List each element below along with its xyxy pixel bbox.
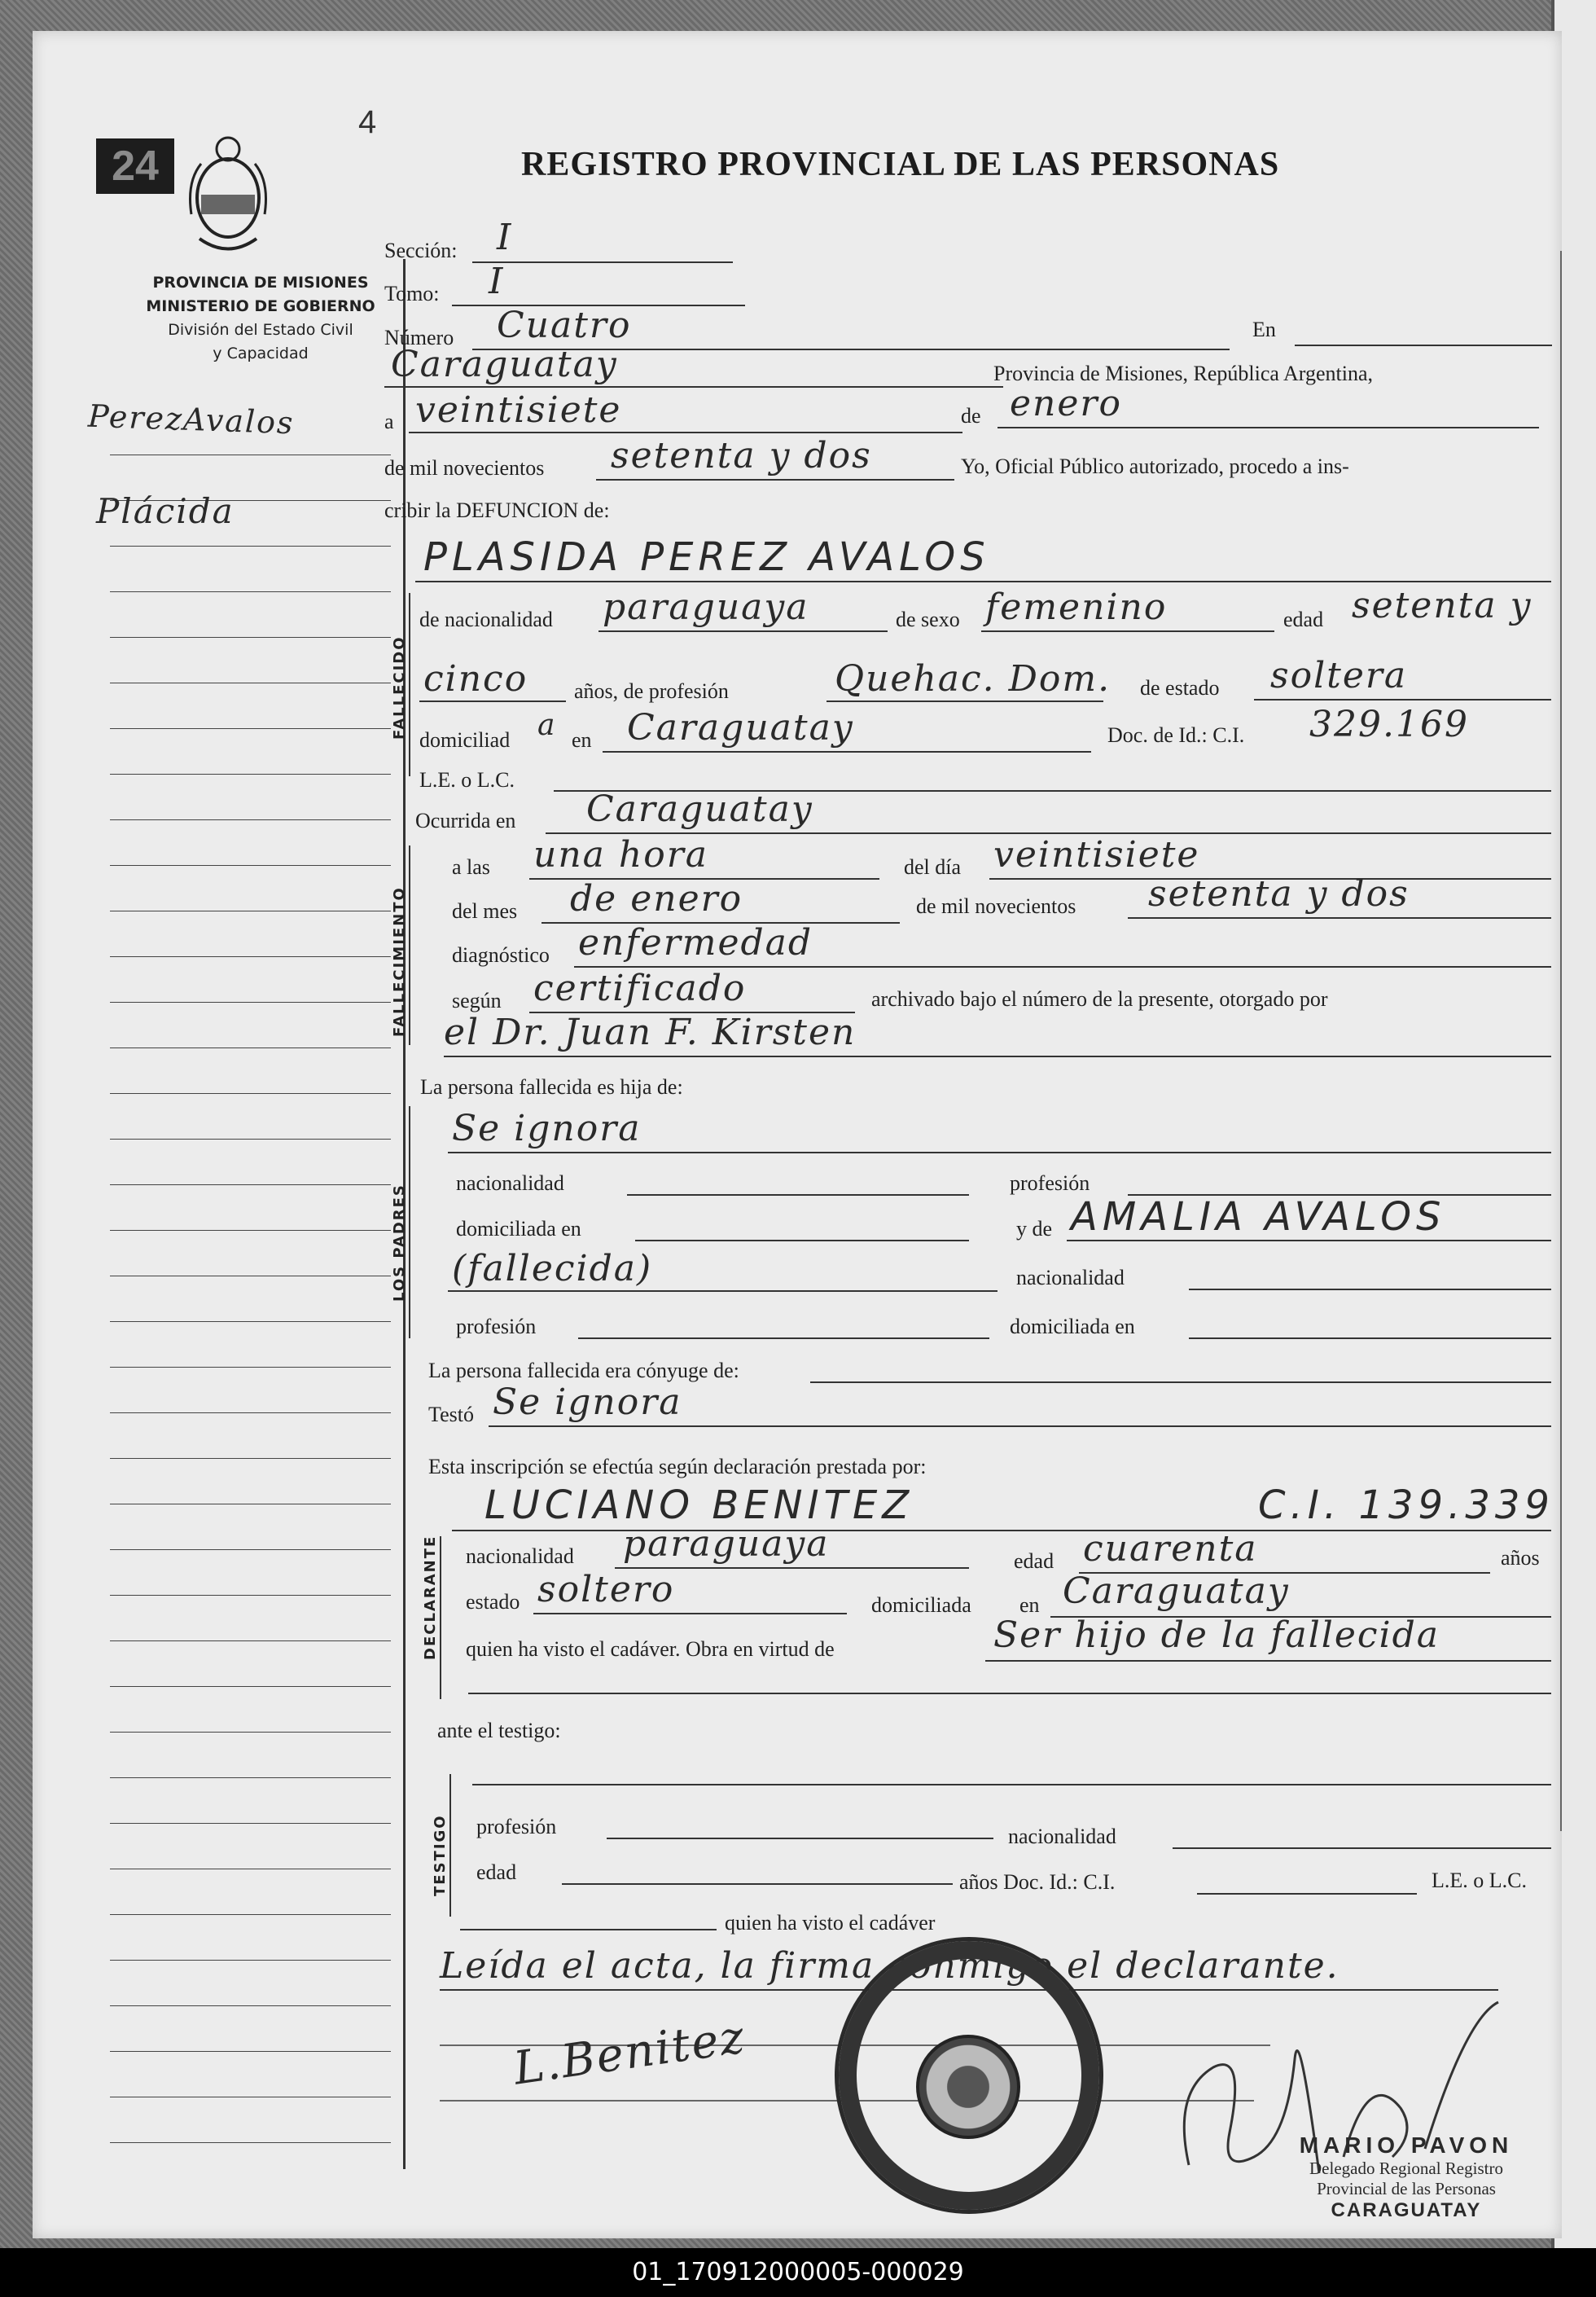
declarante-domicilio-label: domiciliada (871, 1593, 971, 1617)
delmes-label: del mes (452, 899, 518, 923)
testo-rule (489, 1425, 1551, 1427)
deldia-value: veintisiete (993, 834, 1200, 876)
margin-line (110, 1732, 391, 1733)
margin-line (110, 1321, 391, 1322)
margin-line (110, 1412, 391, 1413)
testigo-le-label: L.E. o L.C. (1432, 1869, 1527, 1892)
domicilio-value: Caraguatay (627, 707, 854, 749)
alas-label: a las (452, 855, 490, 879)
de-label: de (961, 404, 981, 428)
testigo-edad-label: edad (476, 1860, 517, 1884)
ocurrida-value: Caraguatay (586, 788, 813, 830)
lugar-value: Caraguatay (391, 344, 618, 385)
testo-value: Se ignora (493, 1381, 682, 1423)
edad2-value: cinco (423, 658, 528, 700)
stamp-line-4: CARAGUATAY (1331, 2199, 1482, 2221)
padres-bracket (409, 1106, 410, 1338)
a-label: a (384, 410, 394, 433)
tomo-value: I (489, 261, 505, 302)
padre-domicilio-rule (635, 1240, 969, 1241)
hora-value: una hora (533, 834, 708, 876)
ante-testigo-label: ante el testigo: (437, 1719, 561, 1742)
declarante-edad-label: edad (1014, 1549, 1054, 1573)
provincia-label: Provincia de Misiones, República Argentina, (993, 362, 1373, 385)
testigo-anios-label: años Doc. Id.: C.I. (959, 1870, 1116, 1894)
margin-line (110, 546, 391, 547)
margin-line (110, 865, 391, 866)
margin-line (110, 591, 391, 592)
lugar-rule (384, 386, 1003, 388)
tomo-label: Tomo: (384, 282, 440, 305)
nombre-rule (415, 581, 1551, 582)
declarante-estado-rule (533, 1613, 847, 1614)
margin-name: Plácida (96, 491, 235, 531)
declarante-anios-label: años (1501, 1546, 1540, 1570)
margin-surname: PerezAvalos (87, 397, 296, 441)
deldia-label: del día (904, 855, 962, 879)
declarante-section-label: DECLARANTE (422, 1535, 439, 1660)
margin-line (110, 1960, 391, 1961)
margin-line (110, 956, 391, 957)
sexo-value: femenino (985, 586, 1168, 628)
margin-line (110, 1914, 391, 1915)
testigo-section-label: TESTIGO (432, 1814, 449, 1896)
margin-line (110, 1047, 391, 1048)
nacionalidad-label: de nacionalidad (419, 608, 553, 631)
declarante-bracket (440, 1536, 441, 1699)
testigo-visto-rule (460, 1929, 717, 1930)
medico-rule (444, 1056, 1551, 1057)
estado-rule (1254, 699, 1551, 701)
yo-label: Yo, Oficial Público autorizado, procedo a ins- (961, 455, 1349, 478)
mil-label: de mil novecientos (384, 456, 545, 480)
declarante-extra-rule (468, 1693, 1551, 1694)
ministry-line-4: y Capacidad (213, 345, 309, 362)
numero-label: Número (384, 326, 454, 349)
declarante-visto-label: quien ha visto el cadáver. Obra en virtud de (466, 1637, 835, 1661)
testigo-nacionalidad-rule (1173, 1847, 1551, 1849)
margin-line (110, 774, 391, 775)
diagnostico-label: diagnóstico (452, 943, 550, 967)
declarante-virtud-rule (985, 1660, 1551, 1662)
estado-value: soltera (1270, 655, 1408, 696)
leida-acta-text: Leída el acta, la firma conmigo el declarante. (440, 1945, 1340, 1987)
ministry-line-3: División del Estado Civil (168, 321, 353, 339)
conyuge-label: La persona fallecida era cónyuge de: (428, 1359, 739, 1382)
margin-line (110, 1184, 391, 1185)
margin-line (110, 637, 391, 638)
fallecido-nombre: PLASIDA PEREZ AVALOS (423, 534, 990, 580)
padres-section-label: LOS PADRES (391, 1184, 408, 1302)
declarante-signature: L.Benitez (510, 2010, 749, 2096)
anio-rule (596, 479, 954, 481)
ministry-header (114, 271, 407, 366)
declarante-estado-label: estado (466, 1590, 520, 1614)
stamp-name: MARIO PAVON (1299, 2132, 1514, 2158)
delmes-value: de enero (570, 878, 743, 920)
madre-value: AMALIA AVALOS (1071, 1194, 1446, 1240)
margin-line (110, 1823, 391, 1824)
folio-number: 24 (96, 138, 174, 194)
fallecimiento-section-label: FALLECIMIENTO (391, 886, 408, 1037)
fallecimiento-mil-label: de mil novecientos (916, 894, 1076, 918)
padre-rule (448, 1152, 1551, 1153)
testigo-profesion-rule (607, 1838, 993, 1839)
domicilio-en-label: en (572, 728, 592, 752)
seccion-label: Sección: (384, 239, 458, 262)
margin-line (110, 1002, 391, 1003)
inscripcion-label: Esta inscripción se efectúa según declaración prestada por: (428, 1455, 927, 1478)
profesion-rule (826, 701, 1103, 702)
right-border (1560, 251, 1562, 1831)
margin-line (110, 1367, 391, 1368)
madre-domicilio-label: domiciliada en (1010, 1315, 1135, 1338)
declarante-en-label: en (1019, 1593, 1040, 1617)
madre-profesion-label: profesión (456, 1315, 537, 1338)
nacionalidad-value: paraguaya (603, 586, 809, 628)
margin-line (110, 2051, 391, 2052)
mes-rule (998, 427, 1539, 428)
anios-label: años, de profesión (574, 679, 729, 703)
madre-estado-value: (fallecida) (452, 1248, 653, 1289)
en-label: En (1252, 318, 1276, 341)
segun-value: certificado (533, 968, 747, 1009)
padre-nacionalidad-rule (627, 1194, 969, 1196)
segun-label: según (452, 989, 502, 1012)
ministry-line-1: PROVINCIA DE MISIONES (152, 274, 369, 292)
yde-label: y de (1016, 1217, 1053, 1241)
seccion-rule (472, 261, 733, 263)
fallecimiento-anio-value: setenta y dos (1148, 873, 1410, 915)
register-title: REGISTRO PROVINCIAL DE LAS PERSONAS (521, 146, 1280, 183)
edad-label: edad (1283, 608, 1324, 631)
madre-nacionalidad-label: nacionalidad (1016, 1266, 1125, 1289)
fallecido-section-label: FALLECIDO (391, 635, 408, 740)
testigo-profesion-label: profesión (476, 1815, 557, 1838)
margin-line (110, 728, 391, 729)
edad-value: setenta y (1352, 585, 1532, 626)
edad2-rule (419, 701, 566, 702)
margin-line (110, 1549, 391, 1550)
en-rule (1295, 345, 1552, 346)
le-label: L.E. o L.C. (419, 768, 515, 792)
diagnostico-value: enfermedad (578, 922, 813, 964)
fallecido-bracket (409, 593, 410, 776)
madre-nacionalidad-rule (1189, 1289, 1551, 1290)
padre-profesion-label: profesión (1010, 1171, 1090, 1195)
medico-value: el Dr. Juan F. Kirsten (444, 1012, 857, 1053)
domicilio-rule (603, 751, 1091, 753)
margin-line (110, 819, 391, 820)
margin-line (110, 1139, 391, 1140)
margin-line (110, 1458, 391, 1459)
margin-line (110, 2142, 391, 2143)
testigo-nacionalidad-label: nacionalidad (1008, 1825, 1116, 1848)
official-stamp (1264, 2132, 1549, 2222)
testigo-bracket (449, 1774, 451, 1917)
anio-value: setenta y dos (611, 435, 872, 477)
stamp-line-2: Delegado Regional Registro (1309, 2159, 1503, 2178)
margin-line (110, 1230, 391, 1231)
padre-domicilio-label: domiciliada en (456, 1217, 581, 1241)
domiciliad-label: domiciliad (419, 728, 511, 752)
fallecimiento-anio-rule (1128, 917, 1551, 919)
seal-emblem-icon (916, 2035, 1020, 2139)
nacionalidad-rule (598, 630, 888, 632)
profesion-value: Quehac. Dom. (835, 658, 1112, 700)
register-page (33, 31, 1562, 2238)
margin-line (110, 1093, 391, 1094)
testigo-visto-label: quien ha visto el cadáver (725, 1911, 936, 1935)
madre-rule (1067, 1240, 1551, 1241)
declarante-estado-value: soltero (537, 1569, 675, 1610)
dia-rule (409, 432, 962, 433)
dia-value: veintisiete (415, 389, 622, 431)
conyuge-rule (810, 1381, 1551, 1383)
archivado-label: archivado bajo el número de la presente, otorgado por (871, 987, 1328, 1011)
testigo-ci-rule (1197, 1893, 1417, 1895)
declarante-edad-value: cuarenta (1083, 1528, 1258, 1570)
testo-label: Testó (428, 1403, 474, 1426)
madre-domicilio-rule (1189, 1337, 1551, 1339)
declarante-nombre: LUCIANO BENITEZ (484, 1482, 914, 1528)
declarante-virtud-value: Ser hijo de la fallecida (993, 1614, 1440, 1656)
margin-line (110, 1777, 391, 1778)
padre-value: Se ignora (452, 1108, 642, 1149)
page-number: 4 (358, 104, 377, 140)
image-caption: 01_170912000005-000029 (0, 2248, 1596, 2297)
madre-estado-rule (448, 1290, 998, 1292)
cribir-label: cribir la DEFUNCION de: (384, 498, 610, 522)
hija-label: La persona fallecida es hija de: (420, 1075, 683, 1099)
testigo-edad-rule (562, 1883, 953, 1885)
seccion-value: I (497, 217, 513, 258)
ministry-line-2: MINISTERIO DE GOBIERNO (146, 297, 375, 315)
ocurrida-label: Ocurrida en (415, 809, 516, 832)
sexo-rule (981, 630, 1274, 632)
declarante-domicilio-value: Caraguatay (1063, 1570, 1290, 1612)
padre-nacionalidad-label: nacionalidad (456, 1171, 564, 1195)
mes-value: enero (1010, 383, 1122, 424)
fallecimiento-bracket (409, 845, 410, 1045)
domiciliad-suffix: a (537, 709, 557, 742)
coat-of-arms-icon (183, 116, 273, 263)
doc-value: 329.169 (1309, 704, 1469, 745)
madre-profesion-rule (578, 1337, 989, 1339)
margin-line (110, 2005, 391, 2006)
sexo-label: de sexo (896, 608, 960, 631)
testigo-nombre-rule (472, 1784, 1551, 1785)
stamp-line-3: Provincial de las Personas (1317, 2179, 1496, 2198)
numero-value: Cuatro (497, 305, 632, 346)
margin-line (110, 1595, 391, 1596)
margin-line (110, 1640, 391, 1641)
doc-label: Doc. de Id.: C.I. (1107, 723, 1245, 747)
declarante-ci: C.I. 139.339 (1258, 1482, 1554, 1528)
margin-line (110, 1686, 391, 1687)
estado-label: de estado (1140, 676, 1220, 700)
declarante-nacionalidad-value: paraguaya (623, 1523, 830, 1565)
declarante-rule (452, 1530, 1551, 1531)
declarante-nacionalidad-label: nacionalidad (466, 1544, 574, 1568)
